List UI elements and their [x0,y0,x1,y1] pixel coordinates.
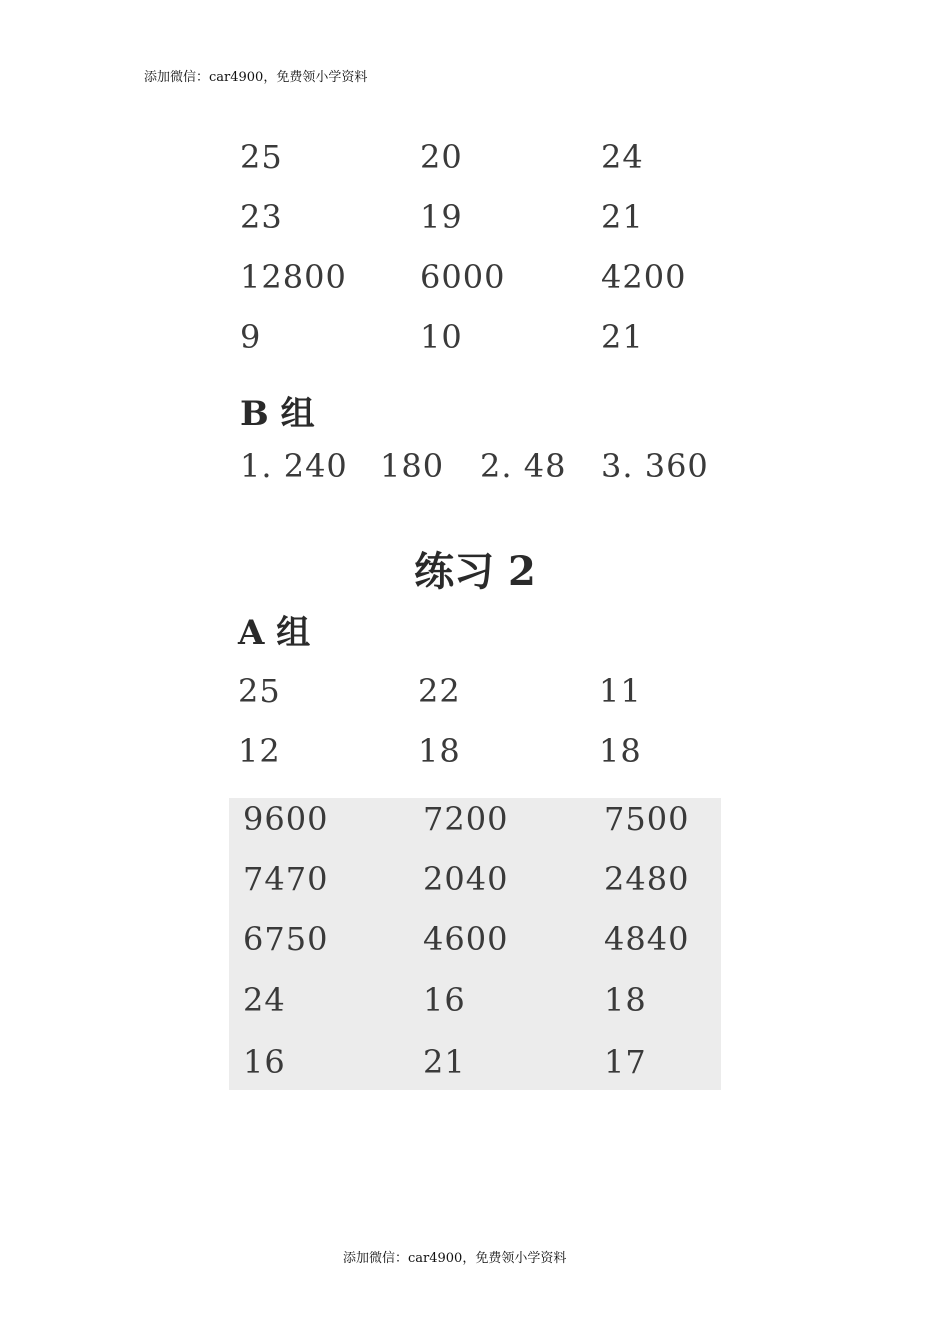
answer-row [243,981,713,1025]
answer-cell: 4200 [601,258,687,296]
answer-cell: 25 [240,138,283,176]
answer-cell: 6000 [420,258,506,296]
answer-cell: 180 [380,447,445,485]
answer-row [240,258,710,302]
answer-cell: 20 [420,138,463,176]
answer-cell: 6750 [243,920,329,958]
answer-cell: 21 [601,318,644,356]
answer-cell: 19 [420,198,463,236]
answer-cell: 18 [604,981,647,1019]
answer-cell: 16 [243,1043,286,1081]
answer-cell: 24 [601,138,644,176]
answer-row [240,198,710,242]
answer-cell: 4600 [423,920,509,958]
answer-cell: 2040 [423,860,509,898]
answer-row [243,1043,713,1087]
answer-cell: 11 [599,672,642,710]
answer-row [243,920,713,964]
answer-cell: 2. 48 [480,447,567,485]
answer-row [240,138,710,182]
answer-row [240,318,710,362]
answer-cell: 9600 [243,800,329,838]
answer-cell: 4840 [604,920,690,958]
answer-cell: 3. 360 [601,447,709,485]
footer-watermark: 添加微信：car4900，免费领小学资料 [343,1251,567,1266]
section-title: 练习 2 [414,548,536,595]
answer-cell: 12 [238,732,281,770]
answer-row [243,860,713,904]
answer-cell: 21 [601,198,644,236]
group-a-heading: A 组 [238,613,311,653]
answer-cell: 22 [418,672,461,710]
answer-cell: 9 [240,318,262,356]
answer-cell: 16 [423,981,466,1019]
answer-cell: 18 [418,732,461,770]
answer-cell: 2480 [604,860,690,898]
answer-cell: 24 [243,981,286,1019]
header-watermark: 添加微信：car4900，免费领小学资料 [144,70,368,85]
answer-cell: 12800 [240,258,347,296]
answer-cell: 10 [420,318,463,356]
answer-row [238,732,708,776]
answer-cell: 7470 [243,860,329,898]
answer-cell: 7500 [604,800,690,838]
group-b-answer-row [240,447,710,491]
answer-cell: 21 [423,1043,466,1081]
answer-cell: 17 [604,1043,647,1081]
group-b-heading: B 组 [240,394,315,434]
answer-cell: 1. 240 [240,447,348,485]
answer-cell: 18 [599,732,642,770]
answer-cell: 23 [240,198,283,236]
answer-cell: 7200 [423,800,509,838]
answer-cell: 25 [238,672,281,710]
answer-row [243,800,713,844]
answer-row [238,672,708,716]
